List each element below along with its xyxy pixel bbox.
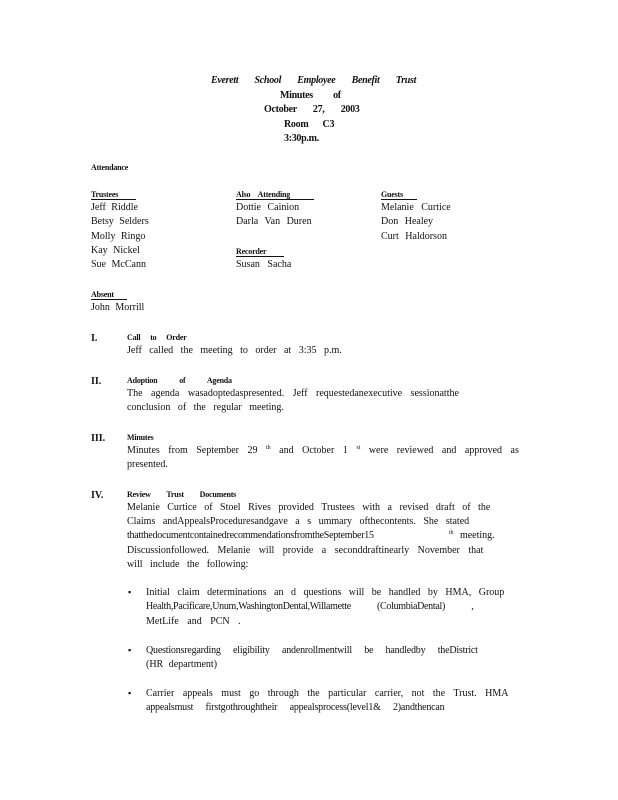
trustee-name: Betsy Selders [91,216,149,227]
bullet-text: MetLife and PCN . [146,616,241,627]
bullet-text: appealsmust firstgothroughtheir appealsprocess(level1& 2)andthencan [146,702,445,713]
section-text: The agenda wasadoptedaspresented. Jeff requestedanexecutive sessionatthe [127,388,459,399]
review-text: meeting. [459,530,495,541]
absent-heading-label: Absent [91,290,114,299]
also-attending-heading-label: Also Attending [236,190,291,199]
recorder-heading [236,247,284,257]
ordinal-suffix: th [448,530,454,536]
section-text: Jeff called the meeting to order at 3:35 p.m. [127,345,342,356]
ordinal-suffix: st [356,445,361,451]
guest-name: Melanie Curtice [381,202,451,213]
recorder-name: Susan Sacha [236,259,292,270]
minutes-text: Minutes from September 29 [127,445,258,456]
trustees-heading [91,190,136,200]
trustee-name: Molly Ringo [91,231,146,242]
also-attending-name: Darla Van Duren [236,216,312,227]
section-text [127,444,519,459]
section-text: conclusion of the regular meeting. [127,402,284,413]
document-subtitle: Minutes of [280,90,341,101]
section-text: Melanie Curtice of Stoel Rives provided Trustees with a revised draft of the [127,502,491,513]
absent-name: John Morrill [91,302,145,313]
bullet-text: (HR department) [146,659,218,670]
section-number: I. [91,333,98,344]
section-title: Call to Order [127,333,187,342]
section-title: Review Trust Documents [127,490,237,499]
trustee-name: Jeff Riddle [91,202,138,213]
bullet-text: Initial claim determinations an d questions will be handled by HMA, Group [146,587,505,598]
minutes-text: and October 1 [279,445,348,456]
bullet-text: Questionsregarding eligibility andenrollmentwill be handledby theDistrict [146,645,478,656]
section-number: III. [91,433,106,444]
ordinal-suffix: th [265,445,271,451]
trustee-name: Kay Nickel [91,245,140,256]
minutes-text: were reviewed and approved as [368,445,519,456]
meeting-date: October 27, 2003 [264,104,360,115]
also-attending-name: Dottie Cainion [236,202,300,213]
section-text: presented. [127,459,168,470]
guests-heading [381,190,417,200]
also-attending-heading [236,190,314,200]
section-number: IV. [91,490,104,501]
bullet-marker: ▪ [128,645,132,655]
section-text: Discussionfollowed. Melanie will provide a seconddraftinearly November that [127,545,484,556]
bullet-marker: ▪ [128,587,132,597]
recorder-heading-label: Recorder [236,247,267,256]
document-title: Everett School Employee Benefit Trust [211,75,417,86]
guest-name: Don Healey [381,216,434,227]
section-title: Minutes [127,433,154,442]
section-text [127,529,495,544]
trustee-name: Sue McCann [91,259,146,270]
guests-heading-label: Guests [381,190,403,199]
section-text: Claims andAppealsProceduresandgave a s ummary ofthecontents. She stated [127,516,470,527]
section-title: Adoption of Agenda [127,376,232,385]
bullet-text: Health,Pacificare,Unum,WashingtonDental,Willamette (ColumbiaDental) , [146,601,474,612]
section-number: II. [91,376,102,387]
guest-name: Curt Haldorson [381,231,447,242]
meeting-time: 3:30p.m. [284,133,319,144]
attendance-heading: Attendance [91,163,129,172]
bullet-text: Carrier appeals must go through the particular carrier, not the Trust. HMA [146,688,509,699]
trustees-heading-label: Trustees [91,190,119,199]
absent-heading [91,290,127,300]
review-text: thatthedocumentcontainedrecommendationsfromtheSeptember15 [127,530,374,541]
bullet-marker: ▪ [128,688,132,698]
meeting-room: Room C3 [284,119,335,130]
section-text: will include the following: [127,559,249,570]
